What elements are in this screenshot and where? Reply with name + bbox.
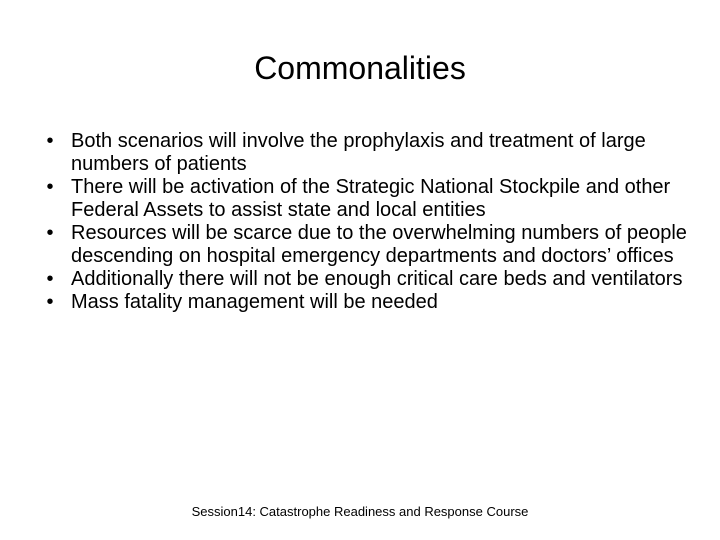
bullet-icon: • bbox=[46, 222, 54, 244]
bullet-icon: • bbox=[46, 176, 54, 198]
bullet-icon: • bbox=[46, 130, 54, 152]
bullet-item-5 bbox=[40, 291, 690, 314]
bullet-text: Mass fatality management will be needed bbox=[71, 291, 438, 313]
bullet-item-4 bbox=[40, 268, 690, 291]
bullet-text: There will be activation of the Strategic National Stockpile and other Federal Assets to assist state and local entities bbox=[71, 176, 671, 221]
bullet-list bbox=[40, 130, 690, 314]
bullet-icon: • bbox=[46, 268, 54, 290]
bullet-item-2 bbox=[40, 176, 690, 222]
slide-title: Commonalities bbox=[254, 50, 466, 86]
bullet-text: Both scenarios will involve the prophylaxis and treatment of large numbers of patients bbox=[71, 130, 646, 175]
bullet-item-3 bbox=[40, 222, 690, 268]
bullet-text: Additionally there will not be enough critical care beds and ventilators bbox=[71, 268, 683, 290]
bullet-icon: • bbox=[46, 291, 54, 313]
slide-footer: Session14: Catastrophe Readiness and Response Course bbox=[191, 504, 529, 519]
bullet-item-1 bbox=[40, 130, 690, 176]
bullet-text: Resources will be scarce due to the overwhelming numbers of people descending on hospital emergency departments and doctors’ offices bbox=[71, 222, 687, 267]
